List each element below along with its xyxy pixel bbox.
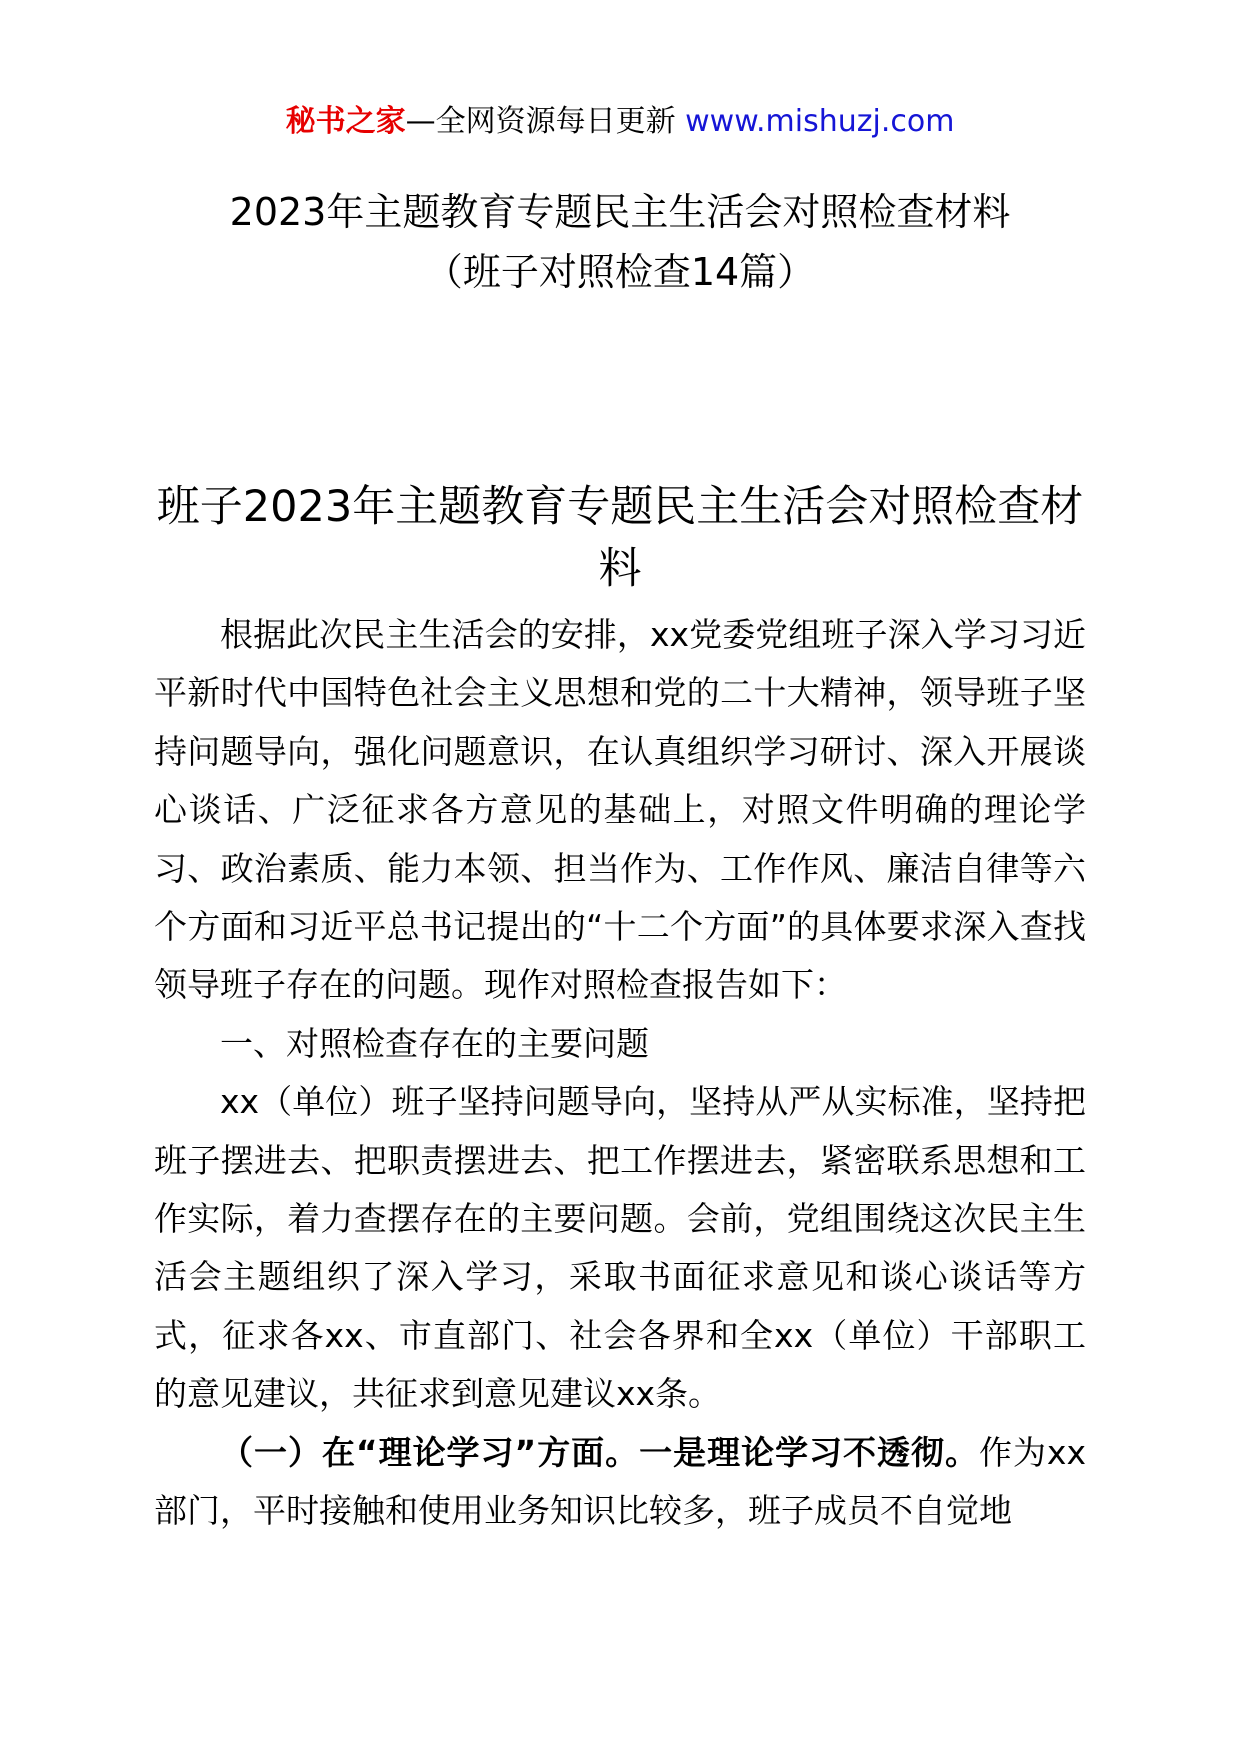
site-url-link[interactable]: www.mishuzj.com — [685, 104, 955, 139]
cover-title-line2: （班子对照检查14篇） — [424, 250, 816, 294]
paragraph-overview: xx（单位）班子坚持问题导向，坚持从严从实标准，坚持把班子摆进去、把职责摆进去、把工作摆进去，紧密联系思想和工作实际，着力查摆存在的主要问题。会前，党组围绕这次民主生活会主题组织了深入学习，采取书面征求意见和谈心谈话等方式，征求各xx、市直部门、社会各界和全xx（单位）干部职工的意见建议，共征求到意见建议xx条。 — [154, 1082, 1086, 1414]
document-title: 班子2023年主题教育专题民主生活会对照检查材料 — [156, 482, 1084, 594]
site-header — [0, 102, 1240, 142]
document-body — [154, 606, 1086, 1541]
section-heading: 一、对照检查存在的主要问题 — [220, 1023, 649, 1063]
header-tagline: —全网资源每日更新 — [405, 104, 686, 139]
cover-title — [0, 182, 1240, 302]
paragraph-intro: 根据此次民主生活会的安排，xx党委党组班子深入学习习近平新时代中国特色社会主义思想和党的二十大精神，领导班子坚持问题导向，强化问题意识，在认真组织学习研讨、深入开展谈心谈话、广泛征求各方意见的基础上，对照文件明确的理论学习、政治素质、能力本领、担当作为、工作作风、廉洁自律等六个方面和习近平总书记提出的“十二个方面”的具体要求深入查找领导班子存在的问题。现作对照检查报告如下： — [154, 615, 1086, 1005]
subsection-text: 作为xx部门，平时接触和使用业务知识比较多，班子成员不自觉地 — [154, 1432, 1086, 1531]
subsection-heading: （一）在“理论学习”方面。一是理论学习不透彻。 — [220, 1432, 979, 1472]
paragraph-theory-study — [154, 1424, 1086, 1541]
cover-title-line1: 2023年主题教育专题民主生活会对照检查材料 — [229, 190, 1011, 234]
brand-name: 秘书之家 — [285, 104, 406, 139]
